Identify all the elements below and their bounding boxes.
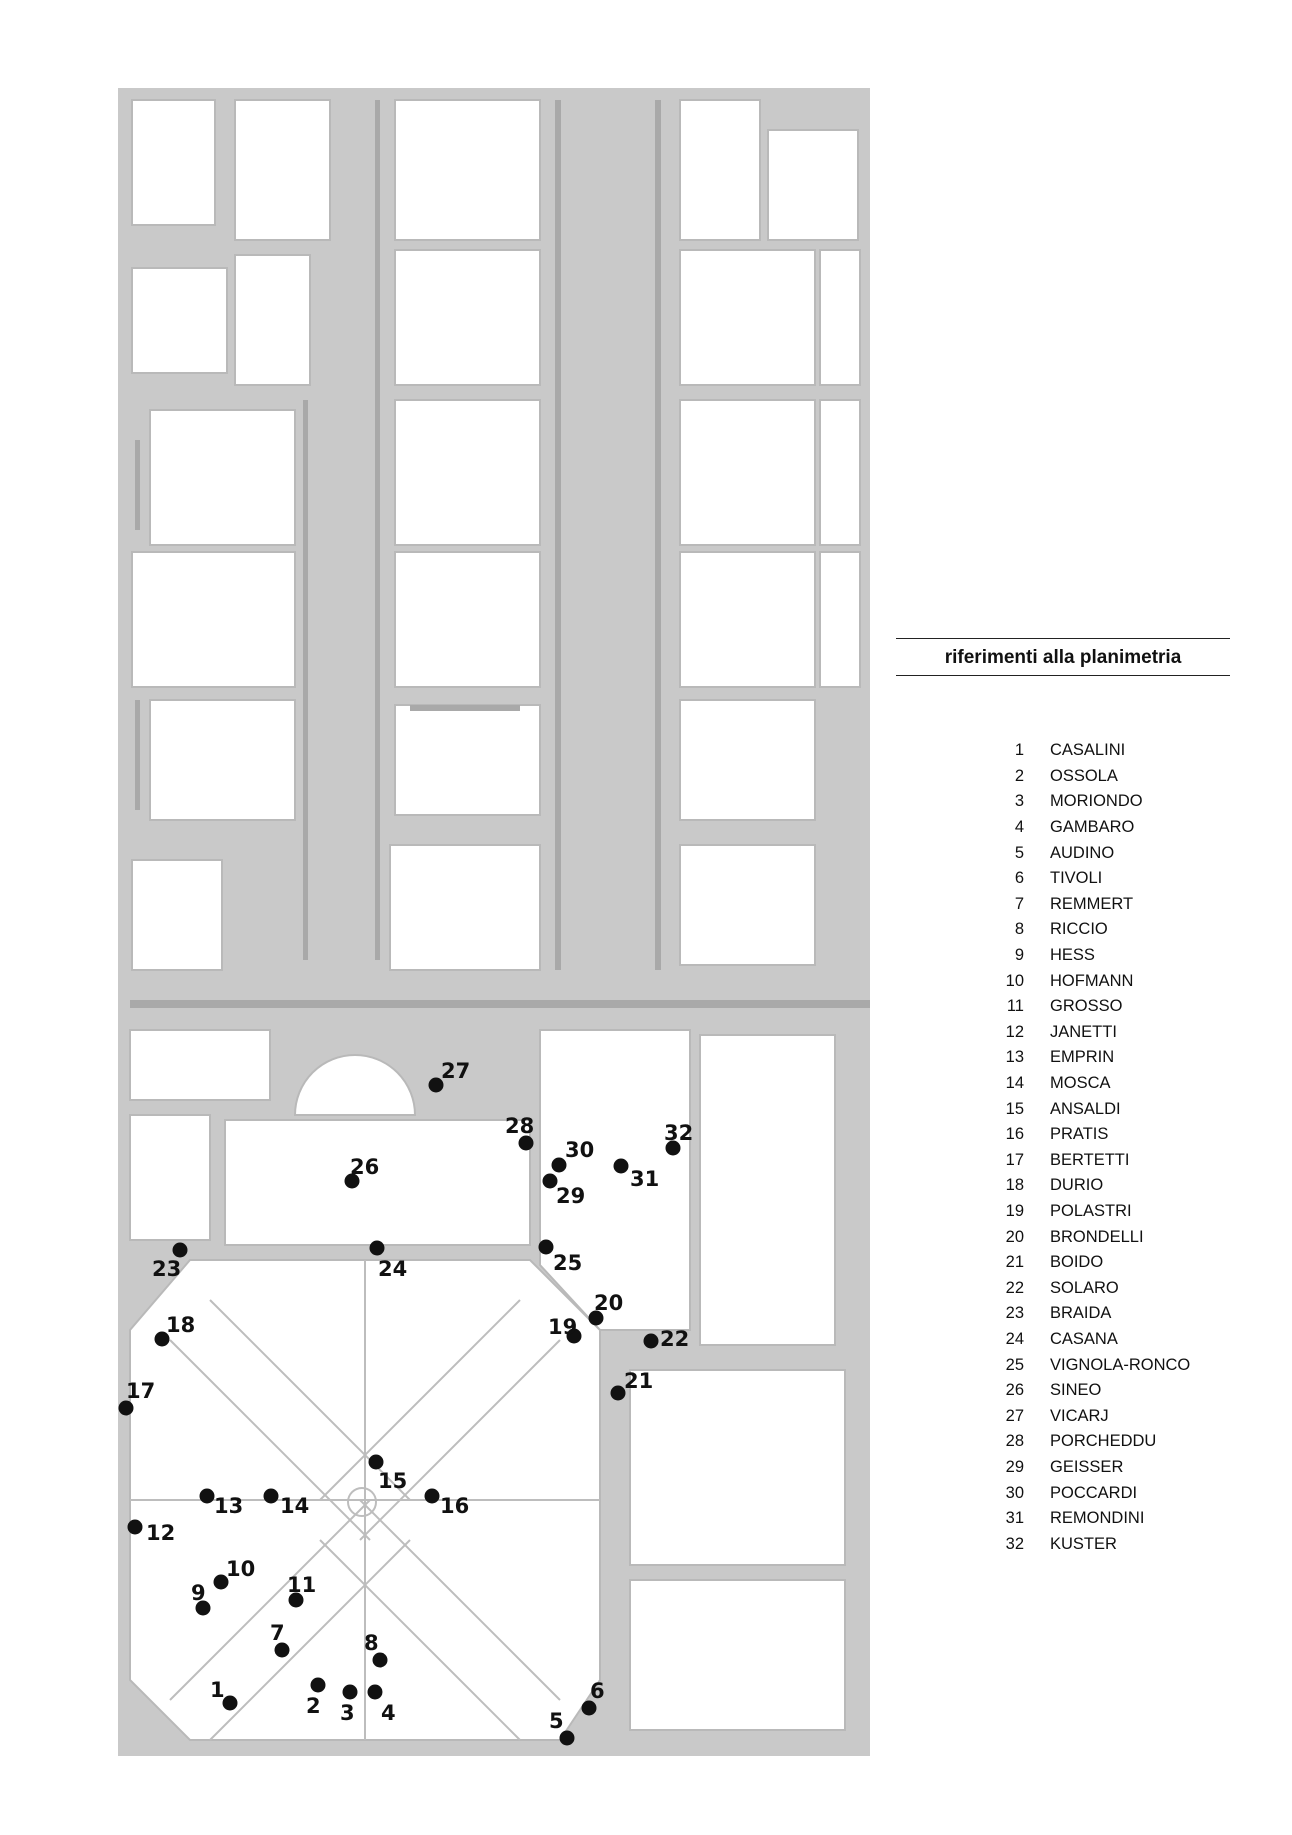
legend-entry-number: 13 (1005, 1048, 1024, 1067)
svg-text:29: 29 (556, 1184, 586, 1208)
svg-text:26: 26 (350, 1155, 380, 1179)
legend-entry-name: POLASTRI (1050, 1201, 1132, 1220)
legend-entry (990, 764, 1250, 790)
legend-entry-name: VIGNOLA-RONCO (1050, 1355, 1191, 1374)
svg-text:25: 25 (553, 1251, 583, 1275)
svg-text:27: 27 (441, 1059, 471, 1083)
legend-entry-number: 3 (1014, 792, 1024, 811)
svg-text:18: 18 (166, 1313, 196, 1337)
legend-entry-number: 16 (1005, 1125, 1024, 1144)
legend-entry-number: 18 (1005, 1176, 1024, 1195)
legend-entry-number: 25 (1005, 1355, 1024, 1374)
legend-entry-number: 26 (1005, 1381, 1024, 1400)
legend-entry (990, 1352, 1250, 1378)
legend-entry (990, 1250, 1250, 1276)
legend-entry (990, 1096, 1250, 1122)
legend-entry (990, 994, 1250, 1020)
legend-entry (990, 1045, 1250, 1071)
legend-entry-number: 19 (1005, 1201, 1024, 1220)
svg-text:23: 23 (152, 1257, 182, 1281)
legend-list (990, 738, 1250, 1557)
legend-entry-name: BOIDO (1050, 1253, 1104, 1272)
legend-entry-name: REMMERT (1050, 894, 1134, 913)
legend-entry (990, 1173, 1250, 1199)
svg-text:12: 12 (146, 1521, 176, 1545)
legend-entry-name: RICCIO (1050, 920, 1108, 939)
legend-entry-number: 4 (1014, 818, 1024, 837)
legend-entry-name: MORIONDO (1050, 792, 1143, 811)
svg-text:20: 20 (594, 1291, 624, 1315)
legend-entry-name: HESS (1050, 946, 1095, 965)
legend-entry-name: REMONDINI (1050, 1509, 1145, 1528)
legend-entry (990, 1301, 1250, 1327)
legend-entry-number: 21 (1005, 1253, 1024, 1272)
legend-entry-number: 6 (1014, 869, 1024, 888)
legend-entry-number: 17 (1005, 1150, 1024, 1169)
legend-entry-number: 29 (1005, 1457, 1024, 1476)
svg-text:9: 9 (191, 1581, 206, 1605)
legend-entry-name: TIVOLI (1050, 869, 1103, 888)
legend-entry (990, 943, 1250, 969)
svg-text:31: 31 (630, 1167, 660, 1191)
legend-entry-name: HOFMANN (1050, 971, 1134, 990)
legend-entry (990, 738, 1250, 764)
legend-entry-number: 24 (1005, 1329, 1024, 1348)
legend-entry (990, 840, 1250, 866)
legend-entry-name: SINEO (1050, 1381, 1102, 1400)
legend-entry-number: 8 (1014, 920, 1024, 939)
legend-entry (990, 1148, 1250, 1174)
legend-entry (990, 789, 1250, 815)
legend-entry-number: 15 (1005, 1099, 1024, 1118)
legend-entry-name: ANSALDI (1050, 1099, 1121, 1118)
legend-entry-name: BRONDELLI (1050, 1227, 1144, 1246)
legend-entry (990, 1327, 1250, 1353)
legend-entry-name: MOSCA (1050, 1074, 1111, 1093)
legend-entry (990, 1531, 1250, 1557)
legend-entry-number: 22 (1005, 1278, 1024, 1297)
legend-entry-number: 2 (1014, 766, 1024, 785)
legend-title: riferimenti alla planimetria (896, 638, 1230, 676)
legend-entry-number: 12 (1005, 1022, 1024, 1041)
svg-text:5: 5 (549, 1709, 564, 1733)
svg-text:6: 6 (590, 1679, 605, 1703)
legend-entry (990, 1378, 1250, 1404)
legend-entry-number: 31 (1005, 1509, 1024, 1528)
legend-entry (990, 1071, 1250, 1097)
legend-entry (990, 892, 1250, 918)
svg-text:7: 7 (270, 1621, 285, 1645)
legend-entry (990, 1506, 1250, 1532)
legend-entry-name: BRAIDA (1050, 1304, 1112, 1323)
svg-text:32: 32 (664, 1121, 694, 1145)
legend-entry-number: 23 (1005, 1304, 1024, 1323)
legend-entry-number: 9 (1014, 946, 1024, 965)
svg-text:19: 19 (548, 1315, 578, 1339)
svg-text:22: 22 (660, 1327, 690, 1351)
legend-entry-name: POCCARDI (1050, 1483, 1138, 1502)
svg-text:28: 28 (505, 1114, 535, 1138)
legend-entry-name: CASANA (1050, 1329, 1118, 1348)
legend-entry (990, 1403, 1250, 1429)
legend-entry-name: BERTETTI (1050, 1150, 1130, 1169)
legend-entry-number: 7 (1014, 894, 1024, 913)
svg-text:21: 21 (624, 1369, 654, 1393)
legend-entry-number: 10 (1005, 971, 1024, 990)
svg-text:13: 13 (214, 1494, 244, 1518)
svg-text:1: 1 (210, 1678, 225, 1702)
svg-text:15: 15 (378, 1469, 408, 1493)
svg-text:4: 4 (381, 1701, 396, 1725)
svg-text:10: 10 (226, 1557, 256, 1581)
legend-entry (990, 917, 1250, 943)
legend-entry-name: KUSTER (1050, 1534, 1117, 1553)
svg-text:11: 11 (287, 1573, 317, 1597)
svg-text:17: 17 (126, 1379, 156, 1403)
legend-entry (990, 1224, 1250, 1250)
legend-entry-number: 5 (1014, 843, 1024, 862)
legend-entry-number: 20 (1005, 1227, 1024, 1246)
octagon-field (130, 1260, 600, 1740)
legend-entry-number: 11 (1006, 997, 1024, 1016)
legend-entry-name: JANETTI (1050, 1022, 1117, 1041)
legend-entry-name: DURIO (1050, 1176, 1104, 1195)
legend-entry (990, 1275, 1250, 1301)
legend-entry-name: PRATIS (1050, 1125, 1109, 1144)
svg-text:24: 24 (378, 1257, 408, 1281)
legend-entry-number: 32 (1005, 1534, 1024, 1553)
legend-entry-name: GEISSER (1050, 1457, 1124, 1476)
legend-entry (990, 1480, 1250, 1506)
legend-entry (990, 1455, 1250, 1481)
legend-entry (990, 1122, 1250, 1148)
legend-entry (990, 1199, 1250, 1225)
legend-entry (990, 815, 1250, 841)
legend-entry-number: 1 (1014, 741, 1024, 760)
svg-text:2: 2 (306, 1694, 321, 1718)
legend-entry-number: 14 (1005, 1074, 1024, 1093)
svg-text:16: 16 (440, 1494, 470, 1518)
svg-text:8: 8 (364, 1631, 379, 1655)
legend-entry-name: AUDINO (1050, 843, 1115, 862)
legend-entry-name: SOLARO (1050, 1278, 1119, 1297)
legend-entry-name: CASALINI (1050, 741, 1126, 760)
legend-entry-name: GAMBARO (1050, 818, 1135, 837)
legend-entry-name: VICARJ (1050, 1406, 1109, 1425)
svg-text:14: 14 (280, 1494, 310, 1518)
legend-entry-number: 27 (1005, 1406, 1024, 1425)
legend-entry (990, 968, 1250, 994)
legend-entry-number: 30 (1005, 1483, 1024, 1502)
svg-text:3: 3 (340, 1701, 355, 1725)
legend-entry-name: PORCHEDDU (1050, 1432, 1157, 1451)
legend-entry-number: 28 (1005, 1432, 1024, 1451)
legend-entry (990, 1020, 1250, 1046)
legend-entry-name: EMPRIN (1050, 1048, 1115, 1067)
legend-entry-name: GROSSO (1050, 997, 1123, 1016)
svg-text:30: 30 (565, 1138, 595, 1162)
legend-entry (990, 866, 1250, 892)
legend-entry (990, 1429, 1250, 1455)
legend-entry-name: OSSOLA (1050, 766, 1118, 785)
